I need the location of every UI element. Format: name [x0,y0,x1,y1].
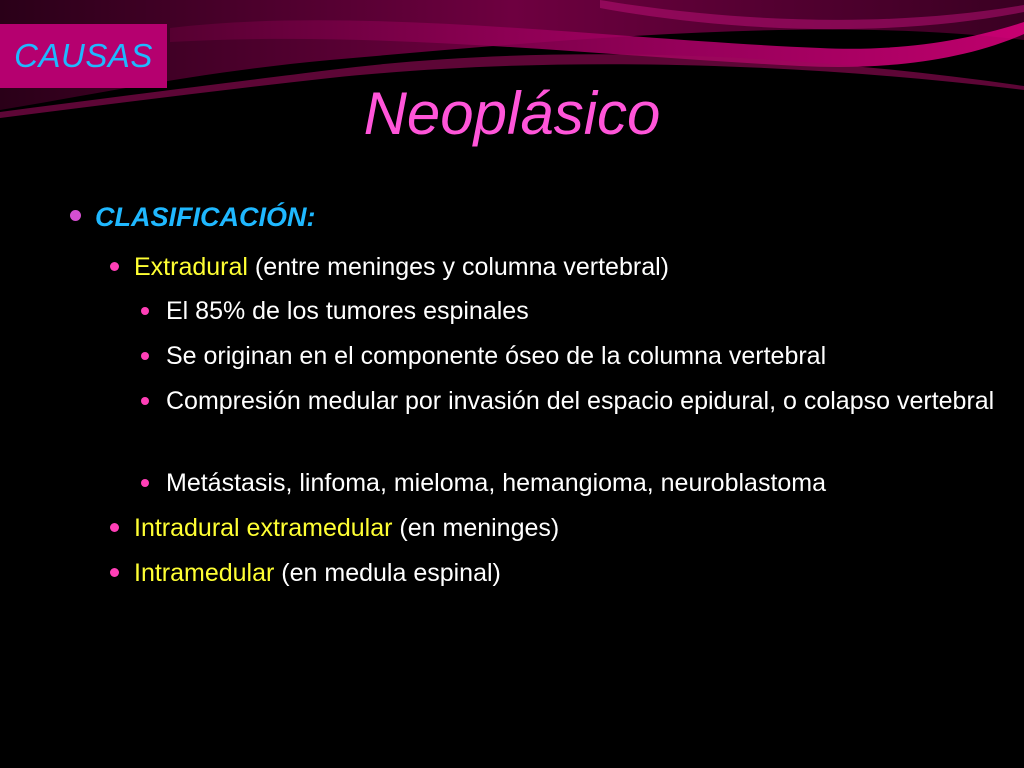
type-name: Extradural [134,253,248,281]
list-item-point [141,466,1021,500]
list-item-point [141,294,1021,328]
list-item-point [141,384,1021,418]
list-item-point [141,339,1021,373]
type-text [134,511,559,545]
bullet-icon [110,568,119,577]
type-name: Intramedular [134,559,275,587]
type-detail: (entre meninges y columna vertebral) [247,253,669,281]
bullet-icon [141,307,149,315]
point-text: El 85% de los tumores espinales [166,297,529,325]
list-item-type [110,556,501,590]
classification-heading: CLASIFICACIÓN: [95,202,316,232]
bullet-icon [70,210,81,221]
type-detail: (en meninges) [392,514,560,542]
type-text [134,556,501,590]
point-text: Se originan en el componente óseo de la columna vertebral [166,342,827,370]
bullet-icon [110,262,119,271]
list-item-type [110,250,669,284]
type-text [134,250,669,284]
bullet-icon [110,523,119,532]
type-name: Intradural extramedular [134,514,393,542]
section-tag-label: CAUSAS [14,37,153,74]
bullet-icon [141,352,149,360]
bullet-icon [141,479,149,487]
point-text: Metástasis, linfoma, mieloma, hemangioma, neuroblastoma [166,469,827,497]
list-item-type [110,511,559,545]
point-text: Compresión medular por invasión del espacio epidural, o colapso vertebral [166,387,995,415]
list-item-heading [70,200,315,234]
type-detail: (en medula espinal) [274,559,501,587]
slide-title: Neoplásico [363,80,661,147]
bullet-icon [141,397,149,405]
